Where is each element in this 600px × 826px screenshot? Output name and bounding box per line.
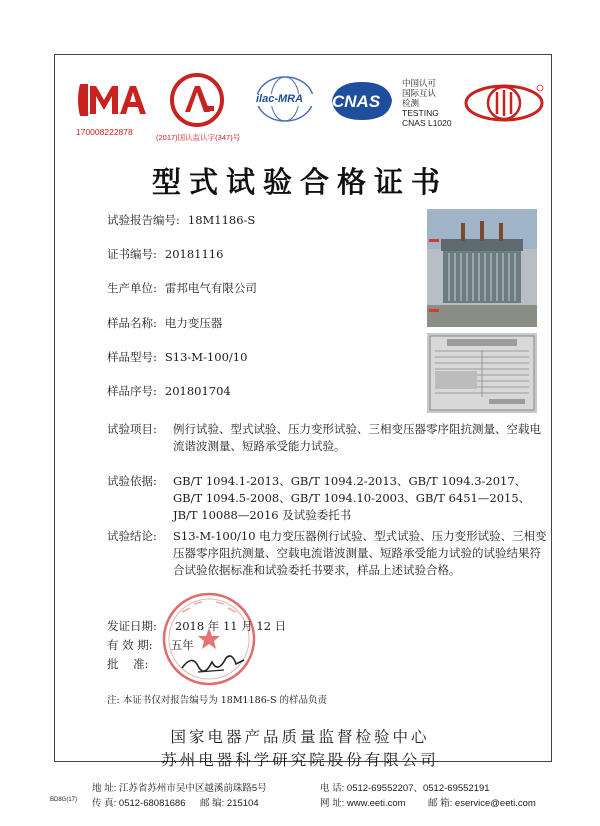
sample-model-value: S13-M-100/10 — [164, 350, 248, 364]
footer-website: 网 址: www.eeti.com — [320, 798, 406, 809]
field-label: 批 准: — [107, 657, 149, 671]
approval-row — [107, 656, 149, 672]
manufacturer-value: 雷邦电气有限公司 — [164, 281, 257, 295]
cnas-text: CNAS — [332, 92, 381, 111]
manufacturer-row — [107, 280, 257, 296]
transformer-photo — [427, 209, 537, 327]
certificate-number-row — [107, 246, 223, 262]
sample-serial-value: 201801704 — [164, 384, 231, 398]
cnas-line: CNAS L1020 — [402, 118, 452, 128]
test-basis-value: GB/T 1094.1-2013、GB/T 1094.2-2013、GB/T 1094.3-2017、GB/T 1094.5-2008、GB/T 1094.10-2003、GB/T 6451—2015、JB/T 10088—2016 及试验委托书 — [173, 474, 531, 522]
test-items-row — [107, 421, 551, 455]
issue-date-value: 2018 年 11 月 12 日 — [174, 619, 287, 633]
institution-name: 国家电器产品质量监督检验中心 — [170, 728, 430, 746]
field-label: 试验依据: — [107, 474, 157, 488]
approver-signature — [178, 648, 248, 682]
field-label: 有 效 期: — [107, 638, 153, 652]
sample-name-row — [107, 315, 222, 331]
conclusion-row — [107, 528, 551, 579]
field-label: 样品型号: — [107, 350, 157, 364]
cnas-caption — [402, 78, 452, 128]
field-label: 发证日期: — [107, 619, 157, 633]
footer-postcode: 邮 编: 215104 — [200, 798, 259, 809]
validity-value: 五年 — [170, 638, 194, 652]
field-label: 证书编号: — [107, 247, 157, 261]
eeti-logo — [462, 82, 546, 124]
test-items-value: 例行试验、型式试验、压力变形试验、三相变压器零序阻抗测量、空载电流谐波测量、短路承受能力试验。 — [173, 422, 541, 453]
company-name: 苏州电器科学研究院股份有限公司 — [161, 751, 439, 769]
cnas-line: TESTING — [402, 108, 439, 118]
footer-email: 邮 箱: eservice@eeti.com — [428, 798, 536, 809]
field-label: 样品名称: — [107, 316, 157, 330]
certificate-note: 注: 本证书仅对报告编号为 18M1186-S 的样品负责 — [107, 695, 327, 706]
certificate-number-value: 20181116 — [164, 247, 224, 261]
issue-date-row — [107, 618, 286, 634]
cma-code: 170008222878 — [76, 127, 133, 137]
cnas-logo — [328, 80, 396, 122]
field-label: 试验项目: — [107, 422, 157, 436]
report-number-row — [107, 212, 255, 228]
sample-model-row — [107, 349, 247, 365]
form-code: BD8G(17) — [50, 797, 78, 803]
field-label: 样品序号: — [107, 384, 157, 398]
field-label: 试验结论: — [107, 529, 157, 543]
cma-logo — [74, 80, 152, 120]
footer-fax: 传 真: 0512-68081686 — [92, 798, 186, 809]
cnas-line: 检测 — [402, 98, 420, 108]
report-number-value: 18M1186-S — [187, 213, 256, 227]
nameplate-photo — [427, 333, 537, 413]
sample-serial-row — [107, 383, 231, 399]
ilac-mra-logo — [250, 74, 320, 124]
field-label: 生产单位: — [107, 281, 157, 295]
test-basis-row — [107, 473, 551, 524]
sample-name-value: 电力变压器 — [164, 316, 223, 330]
cal-logo — [168, 72, 226, 128]
cal-code: (2017)国认监认字(347)号 — [156, 133, 241, 142]
conclusion-value: S13-M-100/10 电力变压器例行试验、型式试验、压力变形试验、三相变压器零序阻抗测量、空载电流谐波测量、短路承受能力试验的试验结果符合试验依据标准和试验委托书要求，样品上述试验合格。 — [173, 529, 547, 577]
certificate-title: 型式试验合格证书 — [151, 165, 448, 199]
accreditation-logos — [74, 70, 554, 150]
ilac-text: ilac-MRA — [256, 93, 304, 105]
field-label: 试验报告编号: — [107, 213, 180, 227]
cnas-line: 中国认可 — [402, 78, 437, 88]
footer-address: 地 址: 江苏省苏州市吴中区越溪前珠路5号 — [92, 783, 267, 794]
cnas-line: 国际互认 — [402, 88, 437, 98]
footer-phone: 电 话: 0512-69552207、0512-69552191 — [320, 783, 490, 794]
